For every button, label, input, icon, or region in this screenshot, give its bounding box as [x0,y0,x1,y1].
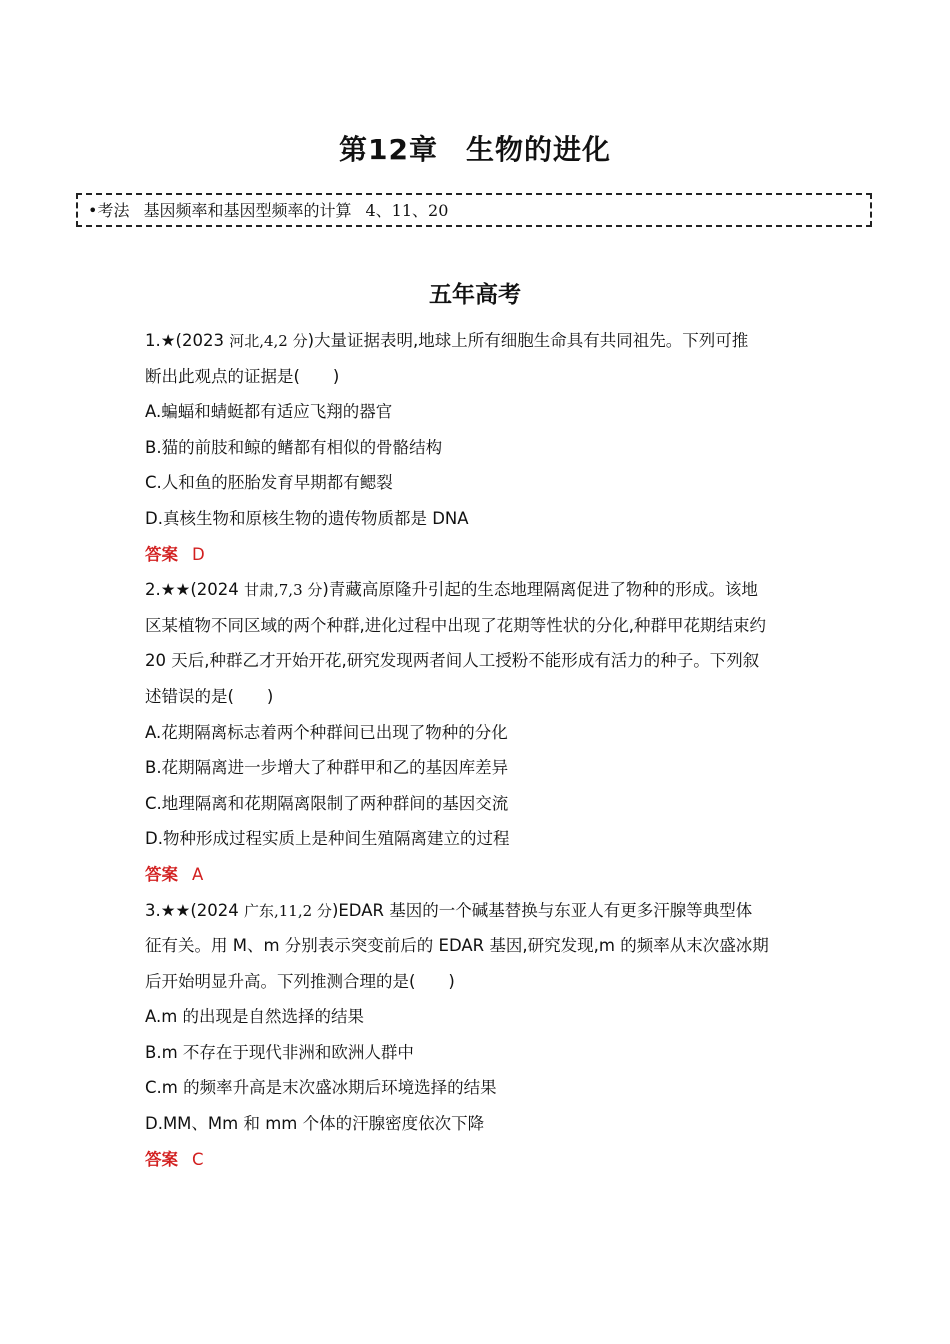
answer-line [145,857,810,893]
option-c: C.地理隔离和花期隔离限制了两种群间的基因交流 [145,793,509,813]
option-d: D.物种形成过程实质上是种间生殖隔离建立的过程 [145,829,510,849]
question-stem-line: 区某植物不同区域的两个种群,进化过程中出现了花期等性状的分化,种群甲花期结束约 [145,615,766,635]
question-stem-line: 后开始明显升高。下列推测合理的是( ) [145,971,455,991]
answer-line [145,1142,810,1178]
question-list [145,323,810,1177]
option-b: B.m 不存在于现代非洲和欧洲人群中 [145,1042,414,1062]
answer-value: C [192,1149,204,1169]
exam-method-line [88,198,448,221]
question-3 [145,893,810,1178]
question-stem-line: 20 天后,种群乙才开始开花,研究发现两者间人工授粉不能形成有活力的种子。下列叙 [145,651,760,671]
question-1 [145,323,810,572]
bullet-icon: • [88,201,98,220]
answer-value: A [192,864,204,884]
option-a: A.蝙蝠和蜻蜓都有适应飞翔的器官 [145,402,393,422]
question-2 [145,572,810,892]
option-a: A.m 的出现是自然选择的结果 [145,1007,365,1027]
question-source: 河北,4,2 分 [229,332,308,350]
question-stem-line: 2.★★(2024 甘肃,7,3 分)青藏高原隆升引起的生态地理隔离促进了物种的形成。该地 [145,580,758,600]
answer-label: 答案 [145,1149,178,1169]
exam-method-box [76,193,872,227]
chapter-name: 生物的进化 [465,133,611,166]
option-d: D.MM、Mm 和 mm 个体的汗腺密度依次下降 [145,1114,485,1134]
exam-method-numbers: 4、11、20 [365,201,449,220]
question-stem-line: 征有关。用 M、m 分别表示突变前后的 EDAR 基因,研究发现,m 的频率从末次盛冰期 [145,936,769,956]
option-b: B.猫的前肢和鲸的鳍都有相似的骨骼结构 [145,437,443,457]
chapter-title [0,128,950,168]
answer-label: 答案 [145,544,178,564]
question-stem-line: 3.★★(2024 广东,11,2 分)EDAR 基因的一个碱基替换与东亚人有更多汗腺等典型体 [145,900,753,920]
answer-label: 答案 [145,864,178,884]
option-a: A.花期隔离标志着两个种群间已出现了物种的分化 [145,722,508,742]
question-stem-line: 述错误的是( ) [145,686,274,706]
option-c: C.人和鱼的胚胎发育早期都有鳃裂 [145,473,393,493]
option-c: C.m 的频率升高是末次盛冰期后环境选择的结果 [145,1078,497,1098]
answer-line [145,537,810,573]
exam-method-topic: 基因频率和基因型频率的计算 [143,201,352,220]
exam-method-label: 考法 [97,201,130,220]
question-stem-line: 1.★(2023 河北,4,2 分)大量证据表明,地球上所有细胞生命具有共同祖先。下列可推 [145,331,749,350]
question-source: 广东,11,2 分 [244,901,332,920]
option-b: B.花期隔离进一步增大了种群甲和乙的基因库差异 [145,758,509,778]
option-d: D.真核生物和原核生物的遗传物质都是 DNA [145,508,469,528]
chapter-number: 第12章 [339,133,438,166]
question-stem-line: 断出此观点的证据是( ) [145,366,340,386]
answer-value: D [192,544,205,564]
section-title: 五年高考 [429,282,521,308]
question-source: 甘肃,7,3 分 [244,581,323,600]
